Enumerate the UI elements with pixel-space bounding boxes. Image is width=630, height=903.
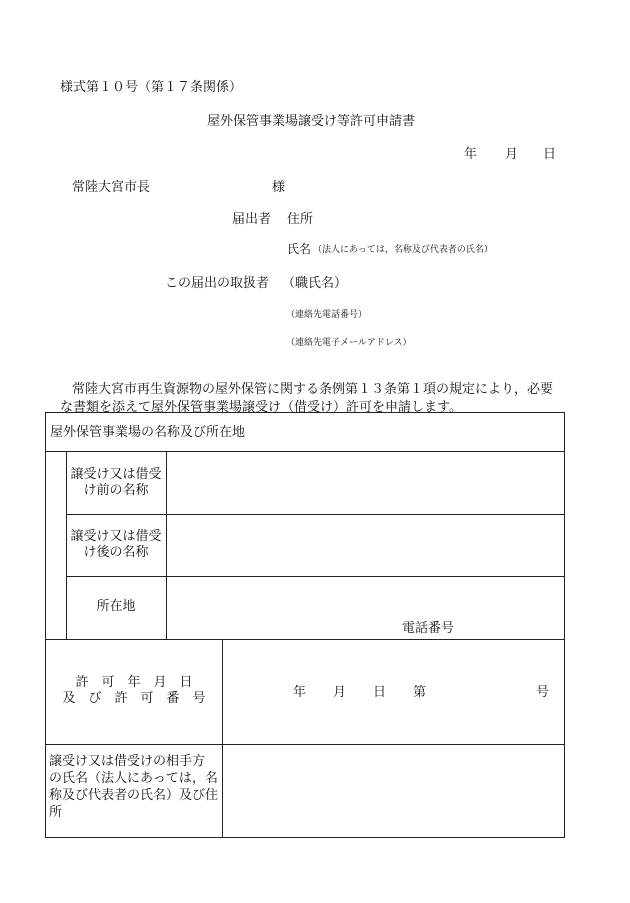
date-day: 日	[543, 147, 557, 162]
location-label: 所在地	[96, 599, 136, 614]
handler-phone: （連絡先電話番号）	[286, 310, 368, 320]
before-name-label-line2: け前の名称	[83, 483, 149, 498]
handler-staff-name: （職氏名）	[282, 276, 348, 291]
applicant-label: 届出者	[232, 212, 272, 227]
permit-dai: 第	[413, 685, 427, 700]
permit-year: 年	[293, 685, 307, 700]
document-title: 屋外保管事業場譲受け等許可申請書	[207, 114, 416, 129]
before-name-label	[66, 467, 166, 499]
date-month: 月	[505, 147, 519, 162]
counterpart-field[interactable]	[223, 745, 563, 837]
handler-email: （連絡先電子メールアドレス）	[286, 338, 412, 348]
application-table	[45, 412, 565, 838]
location-field[interactable]	[167, 577, 563, 638]
row-divider	[46, 639, 564, 640]
before-name-label-line1: 譲受け又は借受	[70, 467, 162, 482]
counterpart-label	[49, 753, 218, 821]
after-name-label-line2: け後の名称	[83, 545, 149, 560]
after-name-field[interactable]	[167, 515, 563, 575]
date-year: 年	[464, 147, 478, 162]
body-text-line1: 常陸大宮市再生資源物の屋外保管に関する条例第１３条第１項の規定により，必要	[72, 382, 554, 397]
addressee-honorific: 様	[272, 180, 286, 195]
section-header: 屋外保管事業場の名称及び所在地	[50, 425, 246, 440]
before-name-field[interactable]	[167, 452, 563, 513]
counterpart-label-line2: の氏名（法人にあっては，名	[49, 771, 218, 786]
permit-label-line2: 及 び 許 可 番 号	[62, 691, 206, 706]
permit-label	[46, 675, 222, 707]
form-number: 様式第１０号（第１７条関係）	[60, 80, 243, 95]
applicant-address-label: 住所	[287, 212, 314, 227]
permit-month: 月	[333, 685, 347, 700]
permit-label-line1: 許 可 年 月 日	[75, 675, 193, 690]
handler-label: この届出の取扱者	[165, 276, 270, 291]
applicant-name-label: 氏名	[287, 242, 312, 256]
applicant-name-note: （法人にあっては，名称及び代表者の氏名）	[313, 245, 493, 255]
body-text-line2: な書類を添えて屋外保管事業場譲受け（借受け）許可を申請します。	[60, 400, 462, 415]
counterpart-label-line4: 所	[49, 805, 63, 820]
addressee-name: 常陸大宮市長	[72, 180, 151, 195]
permit-go: 号	[536, 685, 550, 700]
counterpart-label-line3: 称及び代表者の氏名）及び住	[49, 788, 219, 803]
counterpart-label-line1: 譲受け又は借受けの相手方	[49, 754, 206, 769]
after-name-label	[66, 529, 166, 561]
phone-label: 電話番号	[402, 621, 455, 636]
after-name-label-line1: 譲受け又は借受	[70, 529, 162, 544]
permit-day: 日	[373, 685, 387, 700]
